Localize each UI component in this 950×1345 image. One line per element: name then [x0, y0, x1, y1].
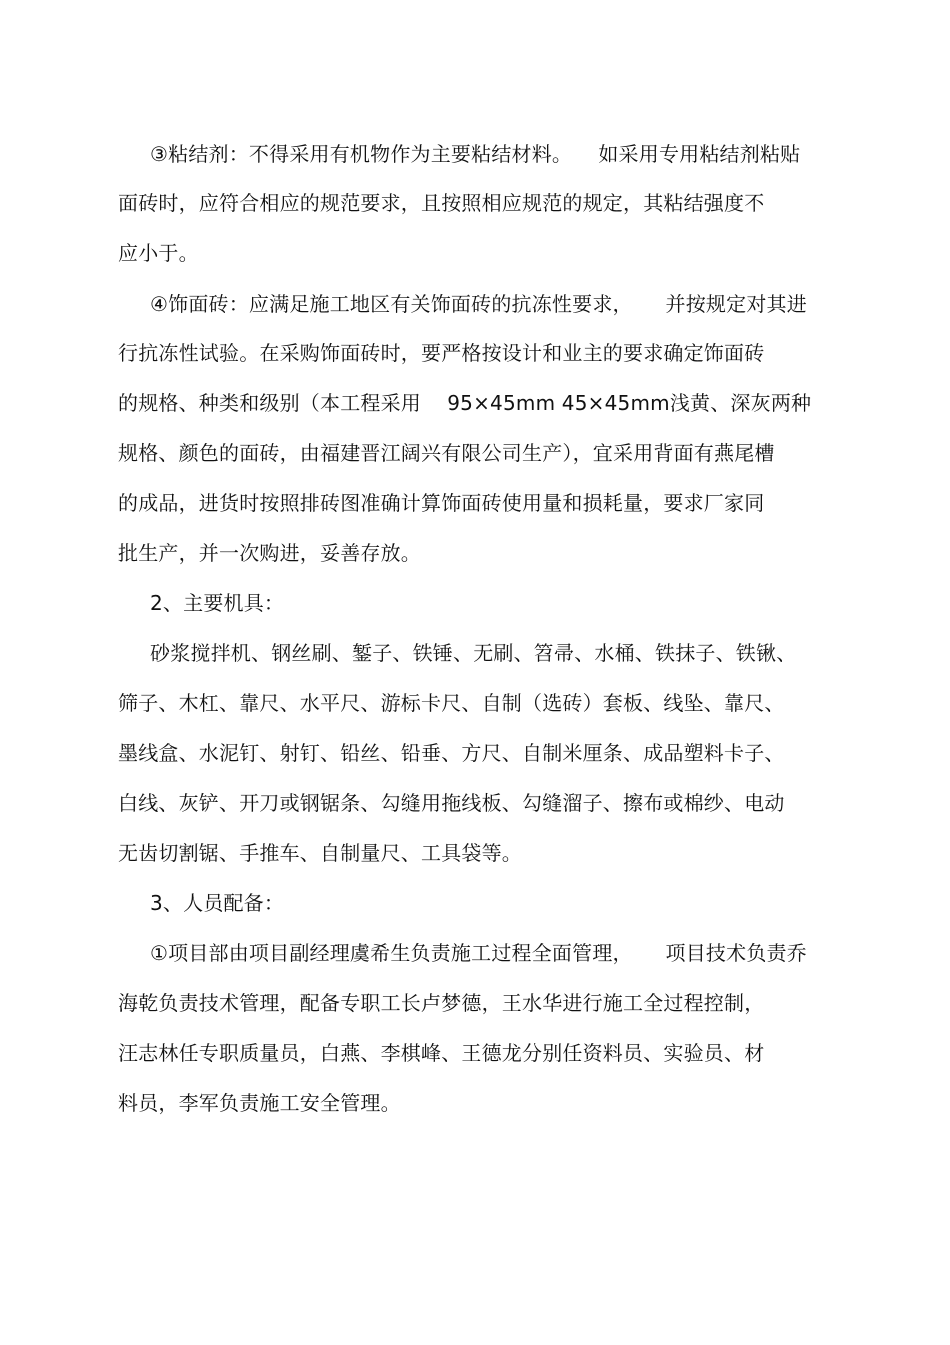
text-line: ④饰面砖：应满足施工地区有关饰面砖的抗冻性要求， 并按规定对其进 [150, 292, 807, 316]
text-line: 应小于。 [118, 241, 199, 265]
text-line: 筛子、木杠、靠尺、水平尺、游标卡尺、自制（选砖）套板、线坠、靠尺、 [118, 691, 785, 715]
text-line: 白线、灰铲、开刀或钢锯条、勾缝用拖线板、勾缝溜子、擦布或棉纱、电动 [118, 791, 785, 815]
text-line: 面砖时，应符合相应的规范要求，且按照相应规范的规定，其粘结强度不 [118, 191, 765, 215]
section-heading: 2、主要机具： [150, 591, 285, 615]
text-line: ①项目部由项目副经理虞希生负责施工过程全面管理， 项目技术负责乔 [150, 941, 807, 965]
text-line: 砂浆搅拌机、钢丝刷、錾子、铁锤、无刷、笤帚、水桶、铁抹子、铁锹、 [150, 641, 797, 665]
text-line: 汪志林任专职质量员，白燕、李棋峰、王德龙分别任资料员、实验员、材 [118, 1041, 765, 1065]
text-line: 批生产，并一次购进，妥善存放。 [118, 541, 421, 565]
text-line: ③粘结剂：不得采用有机物作为主要粘结材料。 如采用专用粘结剂粘贴 [150, 142, 801, 166]
text-line: 规格、颜色的面砖，由福建晋江阔兴有限公司生产），宜采用背面有燕尾槽 [118, 441, 775, 465]
text-line: 料员，李军负责施工安全管理。 [118, 1091, 401, 1115]
text-line: 的成品，进货时按照排砖图准确计算饰面砖使用量和损耗量，要求厂家同 [118, 491, 765, 515]
text-line: 的规格、种类和级别（本工程采用 95×45mm 45×45mm浅黄、深灰两种 [118, 391, 812, 415]
text-line: 行抗冻性试验。在采购饰面砖时，要严格按设计和业主的要求确定饰面砖 [118, 341, 765, 365]
text-line: 无齿切割锯、手推车、自制量尺、工具袋等。 [118, 841, 522, 865]
section-heading: 3、人员配备： [150, 891, 285, 915]
text-line: 海乾负责技术管理，配备专职工长卢梦德，王水华进行施工全过程控制， [118, 991, 765, 1015]
text-line: 墨线盒、水泥钉、射钉、铅丝、铅垂、方尺、自制米厘条、成品塑料卡子、 [118, 741, 785, 765]
